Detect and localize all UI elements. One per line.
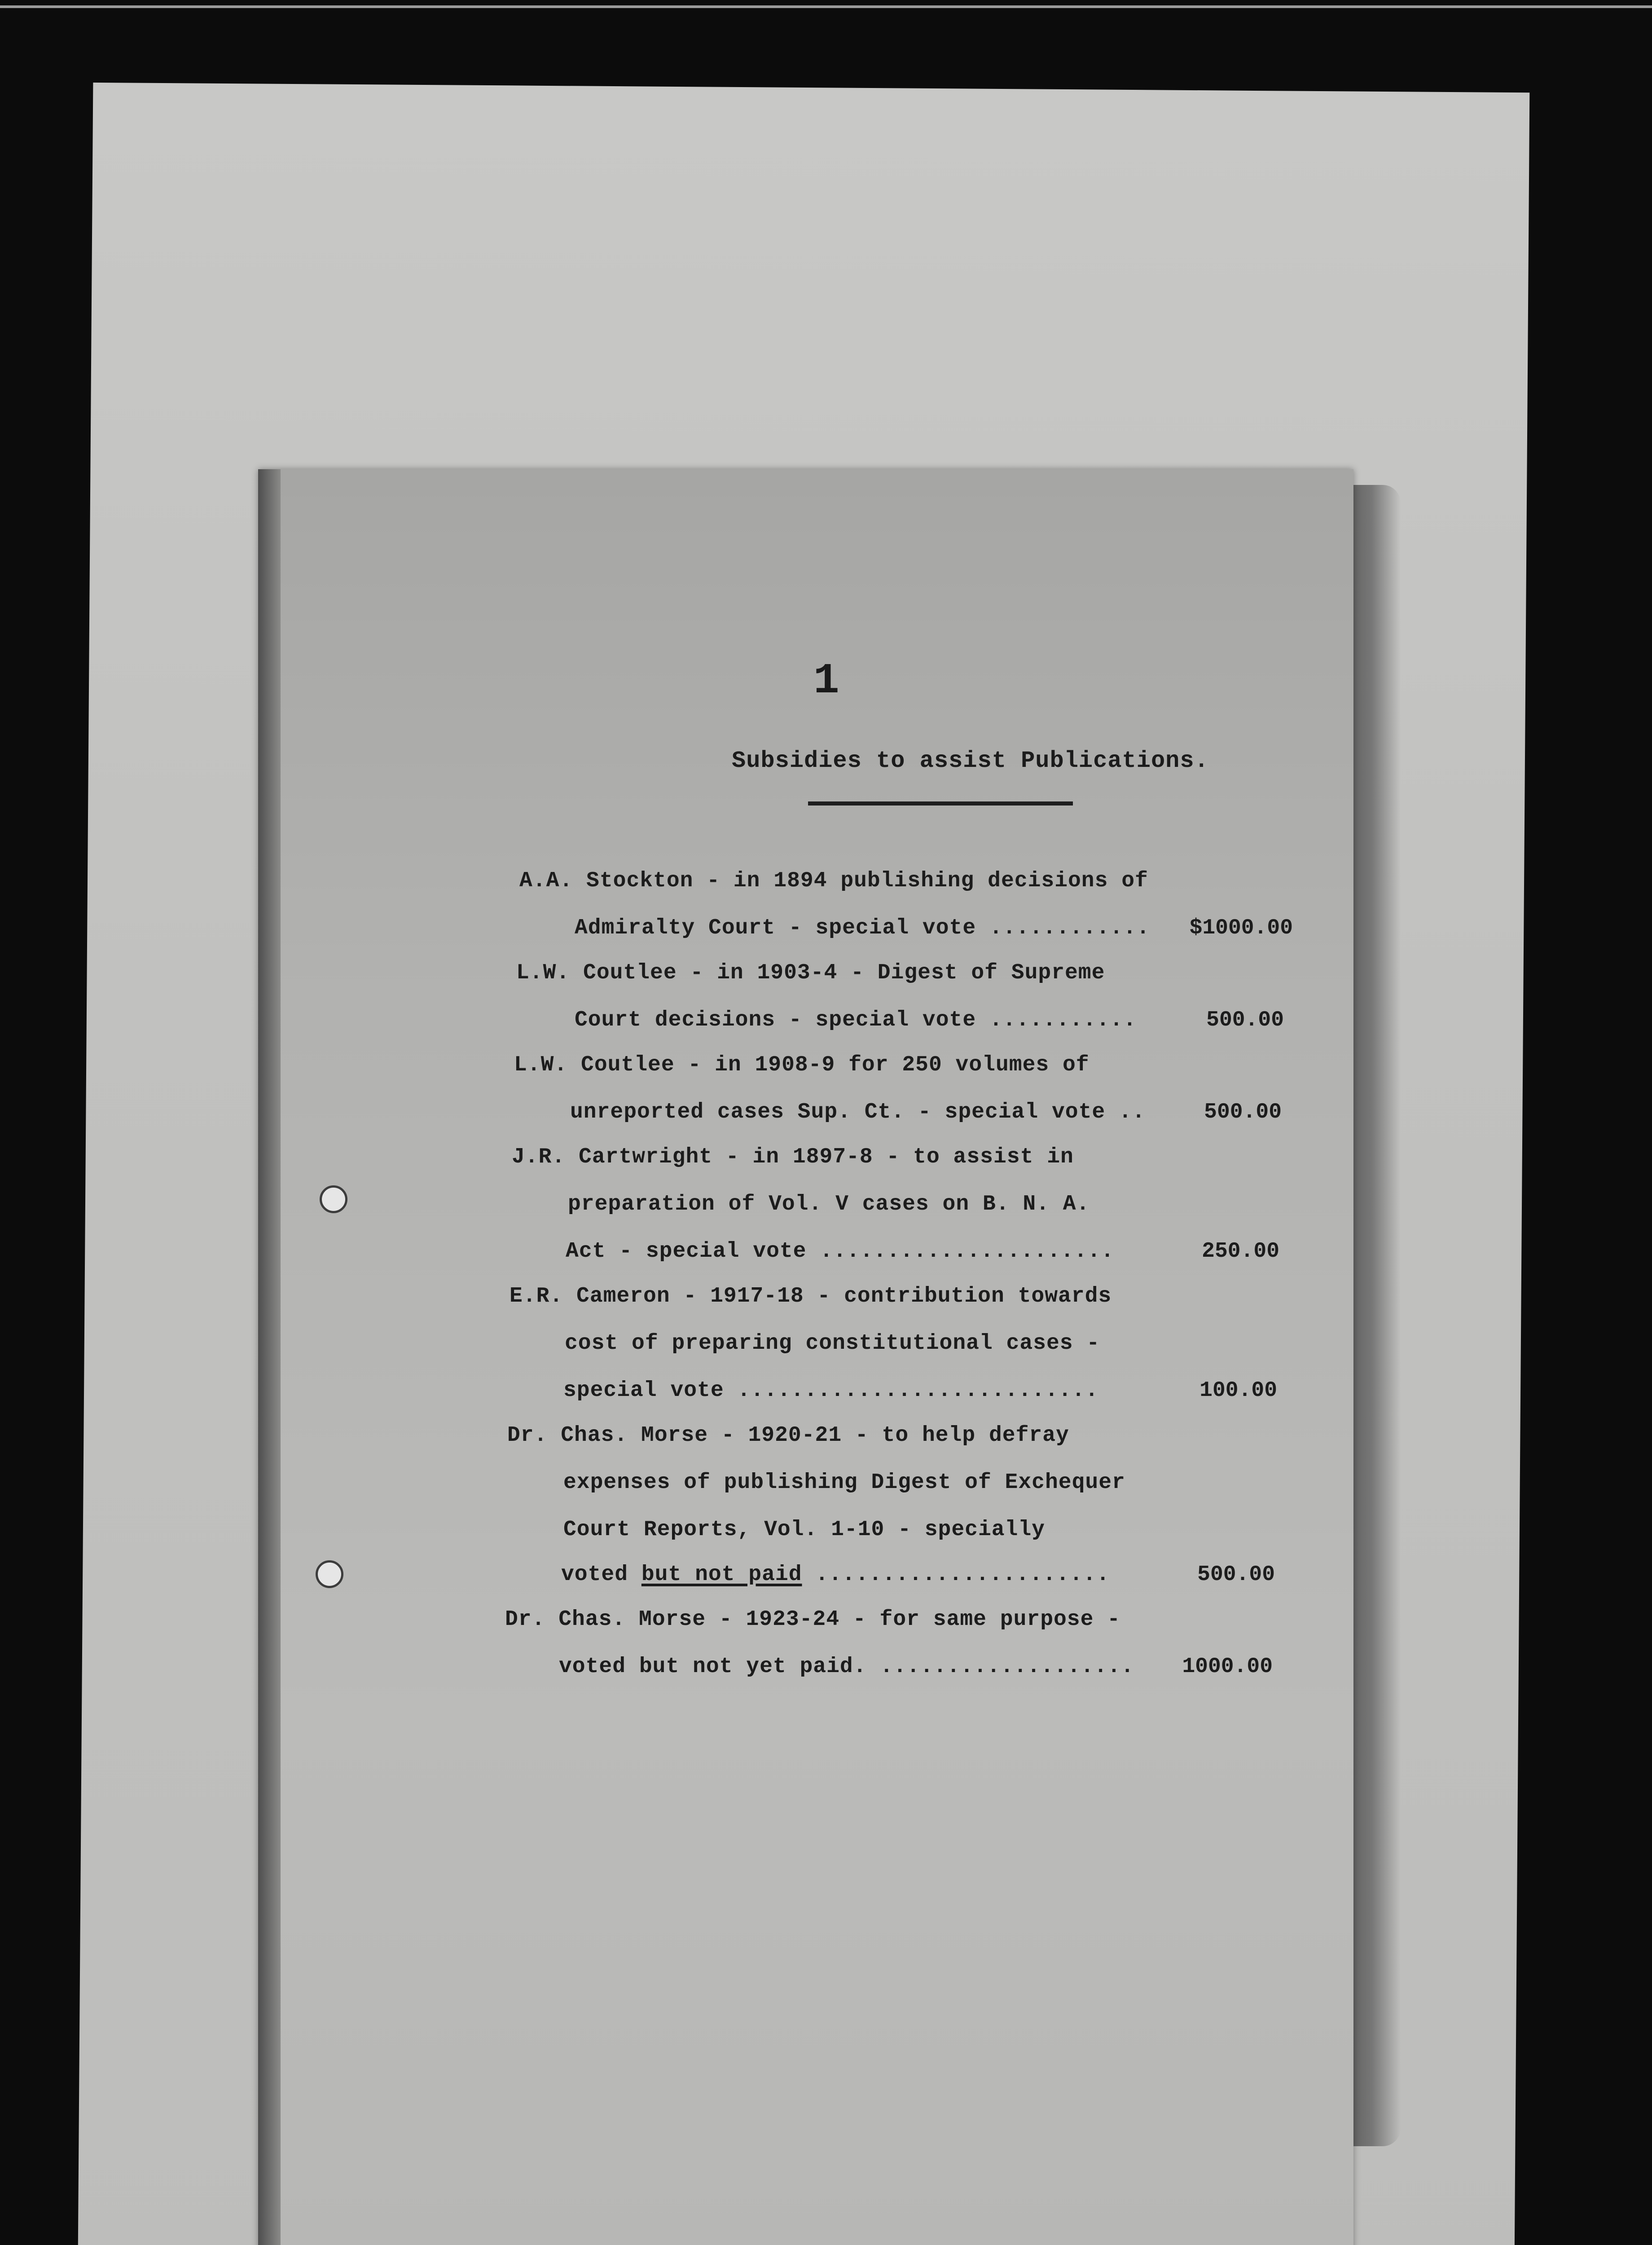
punch-hole-lower [316, 1560, 343, 1588]
entry-3-line-2: unreported cases Sup. Ct. - special vote .. [570, 1100, 1146, 1124]
entry-5-line-3: special vote ........................... [563, 1378, 1099, 1403]
entry-3-amount: 500.00 [1204, 1100, 1282, 1124]
document-title: Subsidies to assist Publications. [732, 748, 1209, 774]
entry-4-line-1: J.R. Cartwright - in 1897-8 - to assist in [512, 1145, 1074, 1169]
page-edge [258, 469, 281, 2245]
entry-3-line-1: L.W. Coutlee - in 1908-9 for 250 volumes of [514, 1053, 1090, 1077]
entry-6-voted: voted [561, 1563, 628, 1587]
entry-7-amount: 1000.00 [1182, 1655, 1273, 1679]
page-number-mark: 1 [813, 656, 839, 705]
entry-4-line-2: preparation of Vol. V cases on B. N. A. [568, 1192, 1090, 1216]
entry-2-line-1: L.W. Coutlee - in 1903-4 - Digest of Supreme [516, 961, 1105, 985]
entry-5-line-2: cost of preparing constitutional cases - [565, 1331, 1100, 1356]
entry-6-leader: ...................... [815, 1563, 1110, 1587]
document-page [258, 469, 1353, 2245]
entry-6-not-paid: but not paid [641, 1563, 802, 1587]
entry-6-amount: 500.00 [1197, 1563, 1275, 1587]
entry-4-amount: 250.00 [1202, 1239, 1279, 1263]
entry-6-line-2: expenses of publishing Digest of Exchequer [563, 1470, 1125, 1495]
punch-hole-upper [320, 1185, 347, 1213]
entry-1-amount: $1000.00 [1189, 916, 1293, 940]
entry-6-line-3: Court Reports, Vol. 1-10 - specially [563, 1518, 1045, 1542]
entry-2-line-2: Court decisions - special vote ........... [575, 1008, 1137, 1032]
entry-1-line-1: A.A. Stockton - in 1894 publishing decisions of [519, 869, 1148, 893]
title-underline [808, 801, 1073, 806]
entry-7-line-1: Dr. Chas. Morse - 1923-24 - for same purpose - [505, 1607, 1121, 1632]
entry-6-line-4 [561, 1563, 1110, 1587]
entry-7-line-2: voted but not yet paid. ................... [559, 1655, 1134, 1679]
entry-1-line-2: Admiralty Court - special vote ............ [575, 916, 1150, 940]
entry-5-amount: 100.00 [1199, 1378, 1277, 1403]
entry-6-line-1: Dr. Chas. Morse - 1920-21 - to help defray [507, 1423, 1069, 1448]
top-border-line [0, 5, 1652, 8]
entry-4-line-3: Act - special vote ...................... [566, 1239, 1114, 1263]
entry-5-line-1: E.R. Cameron - 1917-18 - contribution towards [510, 1284, 1112, 1308]
entry-2-amount: 500.00 [1206, 1008, 1284, 1032]
